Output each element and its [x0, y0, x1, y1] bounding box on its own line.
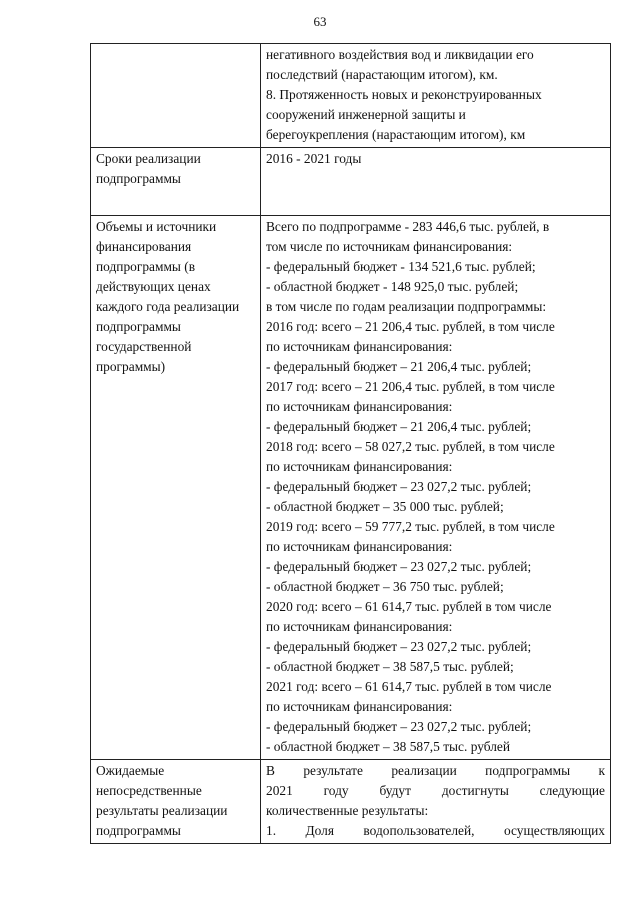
row-content-cell	[261, 44, 611, 148]
subprogram-passport-table	[90, 43, 611, 844]
row-content-line: количественные результаты:	[266, 803, 429, 818]
row-content-line: том числе по источникам финансирования:	[266, 239, 513, 254]
row-content-line: негативного воздействия вод и ликвидации его	[266, 47, 534, 62]
row-label-cell	[91, 44, 261, 148]
row-content-line: 2016 - 2021 годы	[266, 151, 362, 166]
row-label-line: действующих ценах	[96, 279, 211, 294]
row-content-cell	[261, 148, 611, 216]
row-content-line: 2017 год: всего – 21 206,4 тыс. рублей, в том числе	[266, 379, 555, 394]
row-content-line: сооружений инженерной защиты и	[266, 107, 466, 122]
row-label-line: государственной	[96, 339, 192, 354]
row-content-line: 2019 год: всего – 59 777,2 тыс. рублей, в том числе	[266, 519, 555, 534]
row-content-line: - федеральный бюджет – 21 206,4 тыс. рублей;	[266, 419, 532, 434]
row-content-line: - областной бюджет – 38 587,5 тыс. рублей	[266, 739, 510, 754]
row-content-cell	[261, 760, 611, 844]
row-content-line: 2021 год: всего – 61 614,7 тыс. рублей в том числе	[266, 679, 552, 694]
row-label-line: непосредственные	[96, 783, 202, 798]
table-row-expected-results	[91, 760, 611, 844]
row-content-cell	[261, 216, 611, 760]
row-label-line: подпрограммы	[96, 171, 181, 186]
row-content-line: последствий (нарастающим итогом), км.	[266, 67, 498, 82]
row-label-line: программы)	[96, 359, 166, 374]
row-label-line: Сроки реализации	[96, 151, 201, 166]
table-row-timeline	[91, 148, 611, 216]
row-label-line: каждого года реализации	[96, 299, 240, 314]
table-row-funding	[91, 216, 611, 760]
row-content-line: по источникам финансирования:	[266, 699, 453, 714]
row-content-line: - областной бюджет – 36 750 тыс. рублей;	[266, 579, 504, 594]
row-label-cell	[91, 148, 261, 216]
row-content-line: - федеральный бюджет – 23 027,2 тыс. рублей;	[266, 719, 532, 734]
row-content-line: берегоукрепления (нарастающим итогом), км	[266, 127, 526, 142]
row-content-line: Всего по подпрограмме - 283 446,6 тыс. рублей, в	[266, 219, 550, 234]
row-content-line: - федеральный бюджет – 21 206,4 тыс. рублей;	[266, 359, 532, 374]
row-content-line: по источникам финансирования:	[266, 399, 453, 414]
row-label-line: Ожидаемые	[96, 763, 165, 778]
row-label-cell	[91, 760, 261, 844]
page-number: 63	[313, 14, 327, 29]
row-label-line: подпрограммы (в	[96, 259, 196, 274]
row-content-line: - федеральный бюджет – 23 027,2 тыс. рублей;	[266, 559, 532, 574]
row-label-line: подпрограммы	[96, 823, 181, 838]
row-content-line: - федеральный бюджет - 134 521,6 тыс. рублей;	[266, 259, 536, 274]
row-content-line: 1. Доля водопользователей, осуществляющих	[266, 823, 605, 838]
row-label-line: Объемы и источники	[96, 219, 217, 234]
row-content-line: - областной бюджет - 148 925,0 тыс. рублей;	[266, 279, 519, 294]
row-content-line: - областной бюджет – 35 000 тыс. рублей;	[266, 499, 504, 514]
row-content-line: по источникам финансирования:	[266, 619, 453, 634]
row-content-line: 2018 год: всего – 58 027,2 тыс. рублей, в том числе	[266, 439, 555, 454]
row-content-line: 2016 год: всего – 21 206,4 тыс. рублей, в том числе	[266, 319, 555, 334]
row-content-line: в том числе по годам реализации подпрограммы:	[266, 299, 547, 314]
row-content-line: по источникам финансирования:	[266, 459, 453, 474]
row-content-line: по источникам финансирования:	[266, 339, 453, 354]
row-label-cell	[91, 216, 261, 760]
row-content-line: 8. Протяженность новых и реконструированных	[266, 87, 542, 102]
row-label-line: результаты реализации	[96, 803, 228, 818]
row-content-line: - федеральный бюджет – 23 027,2 тыс. рублей;	[266, 639, 532, 654]
row-label-line: подпрограммы	[96, 319, 181, 334]
row-content-line: по источникам финансирования:	[266, 539, 453, 554]
row-content-line: - федеральный бюджет – 23 027,2 тыс. рублей;	[266, 479, 532, 494]
row-label-line: финансирования	[96, 239, 192, 254]
row-content-line: 2020 год: всего – 61 614,7 тыс. рублей в том числе	[266, 599, 552, 614]
row-content-line: 2021 году будут достигнуты следующие	[266, 783, 605, 798]
row-content-line: В результате реализации подпрограммы к	[266, 763, 605, 778]
row-content-line: - областной бюджет – 38 587,5 тыс. рублей;	[266, 659, 514, 674]
table-row-indicators	[91, 44, 611, 148]
